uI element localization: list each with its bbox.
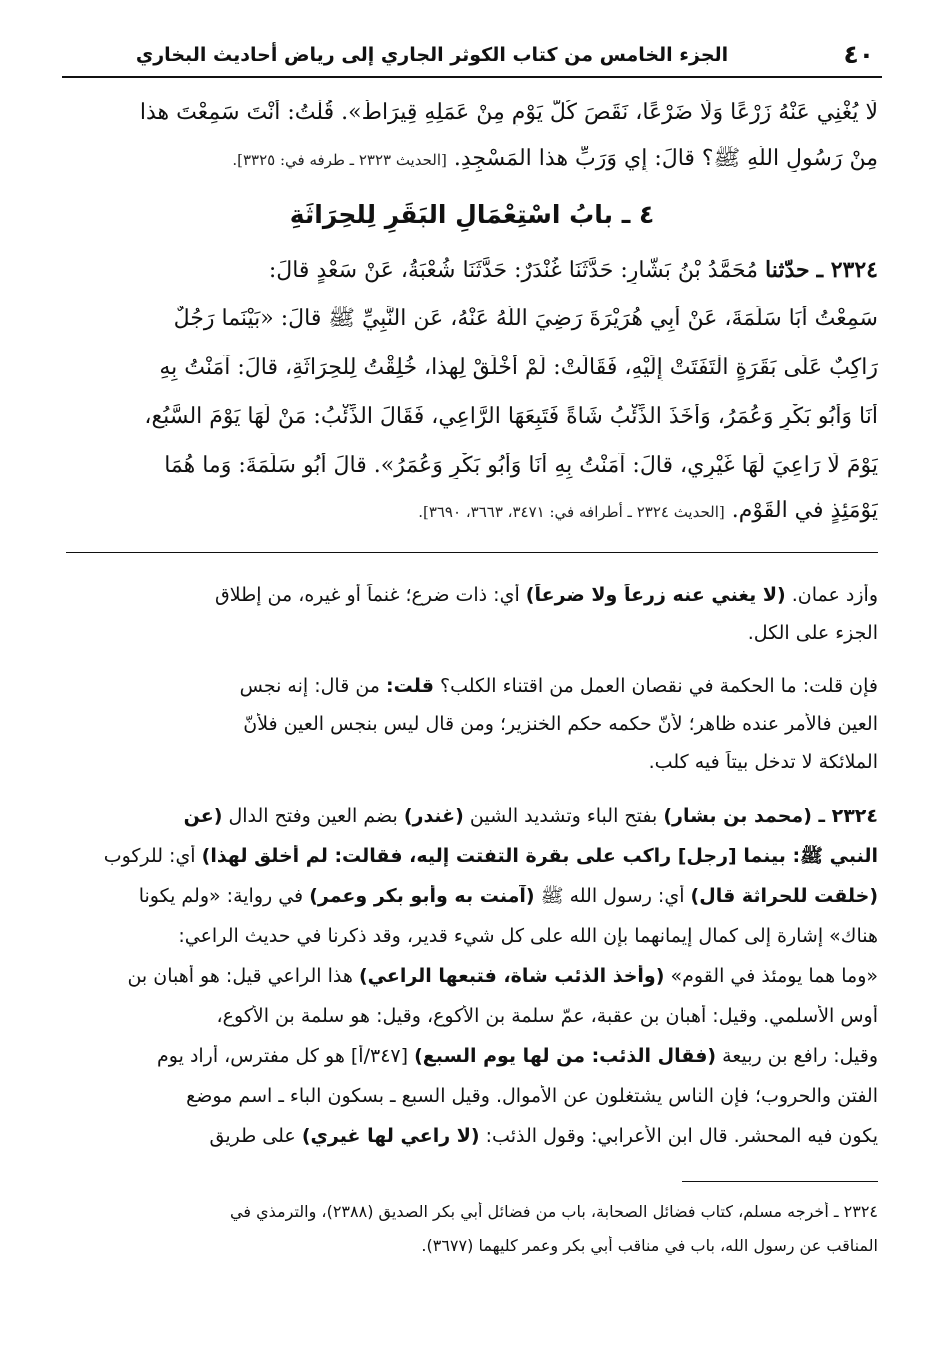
commentary-text: بفتح الباء وتشديد الشين — [469, 805, 658, 827]
commentary-quote: (لا راعي لها غيري) — [301, 1125, 480, 1147]
hadith-line: لَا يُغْنِي عَنْهُ زَرْعًا وَلَا ضَرْعًا، نَقَصَ كُلَّ يَوْمٍ مِنْ عَمَلِهِ قِيرَاطٌ». قُلْتُ: أَنْتَ سَمِعْتَ هذا — [139, 100, 878, 125]
text-separator — [66, 552, 878, 553]
commentary-line — [64, 1045, 878, 1068]
commentary-text: [٣٤٧/أ] هو كل مفترس، أراد يوم — [157, 1045, 409, 1067]
hadith-text: يَوْمَئِذٍ في القَوْمِ. — [731, 498, 878, 523]
commentary-line: الملائكة لا تدخل بيتاً فيه كلب. — [648, 751, 878, 773]
hadith-line — [64, 146, 878, 172]
hadith-number: ٢٣٢٤ ـ — [816, 257, 878, 283]
commentary-quote: (فقال الذئب: من لها يوم السبع) — [414, 1045, 717, 1067]
hadith-line: سَمِعْتُ أَبَا سَلَمَةَ، عَنْ أَبِي هُرَيْرَةَ رَضِيَ اللَّهُ عَنْهُ، عَنِ النَّبِيِّ ﷺ قالَ: «بَيْنَما رَجُلٌ — [173, 306, 878, 331]
hadith-line: رَاكِبٌ عَلَى بَقَرَةٍ الْتَفَتَتْ إِلَيْهِ، فَقَالَتْ: لَمْ أُخْلَقْ لِهذا، خُلِقْتُ لِلحِرَاثَةِ، قالَ: آمَنْتُ بِهِ — [159, 355, 878, 380]
page-number: ٤٠ — [843, 40, 874, 69]
commentary-quote: (عن — [183, 805, 223, 827]
commentary-text: أي: رسول الله ﷺ — [540, 885, 685, 907]
hadith-text: مُحَمَّدُ بْنُ بَشَّارٍ: حَدَّثَنَا غُنْدَرٌ: حَدَّثَنَا شُعْبَةُ، عَنْ سَعْدٍ قالَ: — [268, 258, 758, 283]
commentary-text: أي: للركوب — [103, 845, 196, 867]
commentary-line — [64, 805, 878, 828]
hadith-line — [64, 498, 878, 524]
commentary-text: يكون فيه المحشر. قال ابن الأعرابي: وقول الذئب: — [485, 1125, 878, 1147]
commentary-quote: (وأخذ الذئب شاة، فتبعها الراعي) — [358, 965, 665, 987]
commentary-quote: قلت: — [386, 675, 434, 697]
hadith-line — [64, 257, 878, 284]
commentary-quote: ٢٣٢٤ ـ (محمد بن بشار) — [663, 805, 878, 827]
commentary-text: في رواية: «ولم يكونا — [138, 885, 304, 907]
commentary-line — [64, 965, 878, 988]
footnote-separator — [682, 1181, 878, 1182]
commentary-text: أي: ذات ضرع؛ غنماً أو غيره، من إطلاق — [215, 584, 520, 606]
hadith-reference: [الحديث ٢٣٢٤ ـ أطرافه في: ٣٤٧١، ٣٦٦٣، ٣٦٩٠]. — [418, 503, 725, 521]
commentary-quote: (غندر) — [403, 805, 464, 827]
footnote-line: المناقب عن رسول الله، باب في مناقب أبي بكر وعمر كليهما (٣٦٧٧). — [421, 1236, 878, 1255]
commentary-line: أوس الأسلمي. وقيل: أهبان بن عقبة، عمّ سلمة بن الأكوع، وقيل: هو سلمة بن الأكوع، — [216, 1005, 878, 1027]
hadith-line: يَوْمَ لَا رَاعِيَ لَهَا غَيْرِي، قالَ: آمَنْتُ بِهِ أَنَا وَأَبُو بَكْرٍ وَعُمَرُ». قالَ أَبُو سَلَمَةَ: وَما هُمَا — [164, 453, 878, 478]
hadith-lead: حدّثنا — [765, 257, 810, 283]
commentary-line — [64, 845, 878, 868]
footnote-line: ٢٣٢٤ ـ أخرجه مسلم، كتاب فضائل الصحابة، باب من فضائل أبي بكر الصديق (٢٣٨٨)، والترمذي في — [230, 1202, 878, 1221]
chapter-title: ٤ ـ بابُ اسْتِعْمَالِ البَقَرِ لِلحِرَاثَةِ — [289, 200, 655, 229]
hadith-text: مِنْ رَسُولِ اللّهِ ﷺ؟ قالَ: إِي وَرَبِّ هذا المَسْجِدِ. — [453, 146, 878, 171]
running-title: الجزء الخامس من كتاب الكوثر الجاري إلى رياض أحاديث البخاري — [135, 44, 729, 66]
commentary-text: بضم العين وفتح الدال — [228, 805, 398, 827]
commentary-text: «وما هما يومئذ في القوم» — [670, 965, 878, 987]
commentary-text: على طريق — [209, 1125, 296, 1147]
commentary-line: هناك» إشارة إلى كمال إيمانهما بإن الله على كل شيء قدير، وقد ذكرنا في حديث الراعي: — [178, 925, 878, 947]
hadith-reference: [الحديث ٢٣٢٣ ـ طرفه في: ٣٣٢٥]. — [232, 151, 447, 169]
commentary-text: من قال: إنه نجس — [239, 675, 380, 697]
commentary-text: وقيل: رافع بن ربيعة — [722, 1045, 878, 1067]
commentary-line: الجزء على الكل. — [747, 622, 878, 644]
commentary-line — [64, 1125, 878, 1148]
commentary-line — [64, 675, 878, 698]
commentary-quote: (لا يغني عنه زرعاً ولا ضرعاً) — [525, 584, 786, 606]
commentary-quote: (آمنت به وأبو بكر وعمر) — [309, 885, 535, 907]
hadith-line: أَنَا وَأَبُو بَكْرٍ وَعُمَرُ، وَأَخَذَ الذِّئْبُ شَاةً فَتَبِعَهَا الرَّاعِي، فَقَالَ الذِّئْبُ: مَنْ لَهَا يَوْمَ السَّبُعِ، — [144, 404, 878, 429]
commentary-text: وأزد عمان. — [791, 584, 878, 606]
page-header — [62, 38, 882, 78]
commentary-text: هذا الراعي قيل: هو أهبان بن — [127, 965, 353, 987]
commentary-line: الفتن والحروب؛ فإن الناس يشتغلون عن الأموال. وقيل السبع ـ بسكون الباء ـ اسم موضع — [186, 1085, 878, 1107]
commentary-text: فإن قلت: ما الحكمة في نقصان العمل من اقتناء الكلب؟ — [439, 675, 878, 697]
commentary-line — [64, 885, 878, 908]
commentary-quote: النبي ﷺ: بينما [رجل] راكب على بقرة التفتت إليه، فقالت: لم أخلق لهذا) — [201, 845, 878, 867]
commentary-quote: (خلقت للحراثة قال) — [690, 885, 878, 907]
commentary-line — [64, 584, 878, 607]
commentary-line: العين فالأمر عنده ظاهر؛ لأنّ حكمه حكم الخنزير؛ ومن قال ليس بنجس العين فلأنّ — [243, 713, 878, 735]
